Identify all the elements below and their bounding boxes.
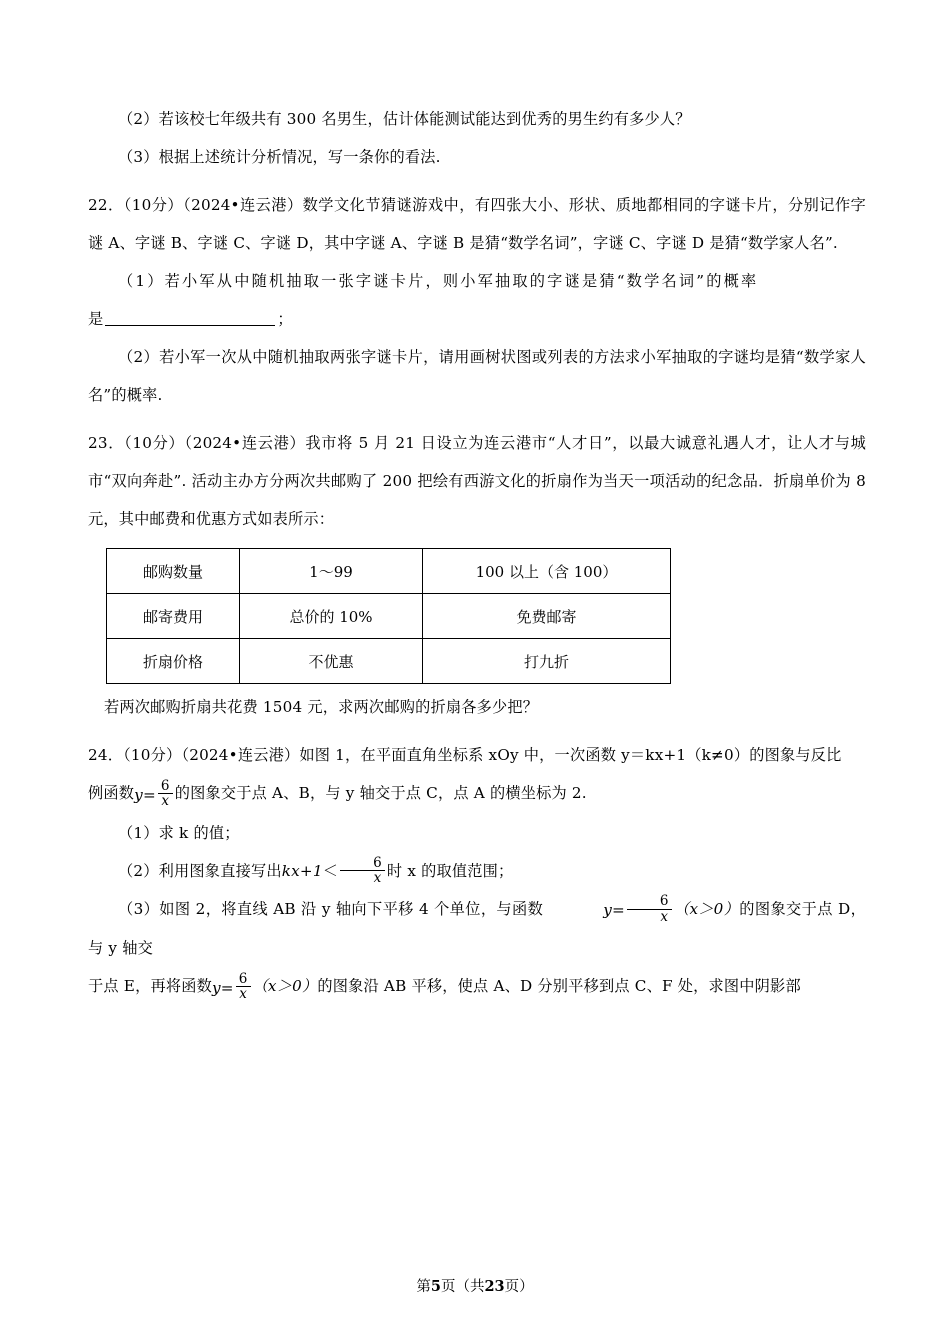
fraction-6-over-x-3 [627, 894, 672, 923]
page-content [88, 100, 866, 1007]
cell-r0c1: 1～99 [240, 549, 423, 594]
q22-number: 22 [88, 196, 108, 214]
q24-part3-text-c: 于点 E，再将函数 [88, 977, 213, 995]
q24-part2 [88, 852, 866, 890]
table-row [107, 594, 671, 639]
q24-part2-text-b: 时 x 的取值范围； [386, 861, 514, 880]
q24-stem [88, 736, 866, 774]
q24-part3-y: y= [603, 901, 625, 919]
table-row [107, 549, 671, 594]
q24-stem-text-b3: 的图象交于点 A、B，与 y 轴交于点 C，点 A 的横坐标为 2. [174, 784, 587, 802]
footer-total-pages: 23 [484, 1278, 505, 1295]
q22-part1-blank-line [88, 300, 866, 338]
inverse-function-expression [134, 775, 175, 814]
cell-r1c2: 免费邮寄 [423, 594, 671, 639]
pricing-table [106, 548, 671, 684]
q22-part1-text-a: （1）若小军从中随机抽取一张字谜卡片，则小军抽取的字谜是猜“数学名词”的概率 [118, 272, 759, 290]
fraction-numerator: 6 [340, 856, 385, 871]
q24-part2-lt: ＜ [322, 861, 339, 880]
page-footer [0, 1275, 950, 1296]
q24-stem-text-b1: 例函数 [88, 784, 135, 802]
cell-r0c0: 邮购数量 [107, 549, 240, 594]
q24-part3-line2 [88, 967, 866, 1007]
q21-part3-text: （3）根据上述统计分析情况，写一条你的看法. [118, 148, 441, 166]
q23-dot: ． [107, 434, 125, 452]
fraction-6-over-x [158, 779, 173, 808]
q24-part3-text-d: 的图象沿 AB 平移，使点 A、D 分别平移到点 C、F 处，求图中阴影部 [317, 977, 801, 995]
cell-r0c2: 100 以上（含 100） [423, 549, 671, 594]
q22-stem-text: 数学文化节猜谜游戏中，有四张大小、形状、质地都相同的字谜卡片，分别记作字谜 A、字谜 B、字谜 C、字谜 D，其中字谜 A、字谜 B 是猜“数学名词”，字谜 C、字谜 D 是猜“数学家人名”. [88, 196, 867, 252]
q22-source: （2024•连云港） [183, 196, 303, 214]
q24-part3-line1 [88, 890, 866, 968]
q21-part2-text: （2）若该校七年级共有 300 名男生，估计体能测试能达到优秀的男生约有多少人？ [118, 110, 691, 128]
fraction-numerator: 6 [236, 972, 251, 987]
q24-stem-line2 [88, 774, 866, 814]
q23-question: 若两次邮购折扇共花费 1504 元，求两次邮购的折扇各多少把？ [104, 698, 539, 716]
q22-stem [88, 186, 866, 262]
cell-r1c1: 总价的 10% [240, 594, 423, 639]
q24-part2-text-a: （2）利用图象直接写出 [118, 861, 282, 880]
fraction-denominator: x [373, 870, 382, 886]
fraction-6-over-x-2 [340, 856, 385, 885]
q22-dot: ． [107, 196, 124, 214]
footer-page-number: 5 [430, 1278, 441, 1295]
q24-part3-cond: （x＞0） [673, 899, 740, 918]
inverse-function-expression-3 [212, 968, 253, 1007]
q24-part3-y2: y= [212, 978, 234, 997]
fraction-numerator: 6 [627, 894, 672, 909]
q23-stem-text: 我市将 5 月 21 日设立为连云港市“人才日”，以最大诚意礼遇人才，让人才与城市“双向奔赴”. 活动主办方分两次共邮购了 200 把绘有西游文化的折扇作为当天一项活动的纪念品．折扇单价为 8 元，其中邮费和优惠方式如表所示： [88, 434, 867, 528]
cell-r2c2: 打九折 [423, 639, 671, 684]
question-23 [88, 424, 866, 726]
cell-r1c0: 邮寄费用 [107, 594, 240, 639]
table-row [107, 639, 671, 684]
q23-number: 23 [88, 434, 108, 452]
fraction-denominator: x [161, 793, 170, 809]
q24-number: 24 [88, 746, 108, 764]
q24-part1: （1）求 k 的值； [118, 823, 240, 842]
q23-score: （10分） [124, 434, 185, 452]
q23-source: （2024•连云港） [184, 434, 306, 452]
q22-score: （10分） [123, 196, 184, 214]
fraction-6-over-x-4 [236, 972, 251, 1001]
cell-r2c1: 不优惠 [240, 639, 423, 684]
q24-part2-kx: kx+1 [281, 861, 323, 880]
q24-part3-text-b: 的图象交于点 D，与 y 轴交 [88, 899, 867, 957]
cell-r2c0: 折扇价格 [107, 639, 240, 684]
q24-part3-text-a: （3）如图 2，将直线 AB 沿 y 轴向下平移 4 个单位，与函数 [118, 899, 544, 918]
q22-part1 [88, 262, 866, 300]
q23-stem [88, 424, 866, 538]
q24-dot: ． [107, 746, 124, 764]
q22-part1-text-b: 是 [88, 310, 104, 328]
q22-part1-text-c: ； [277, 310, 293, 328]
q24-y-equals: y= [134, 785, 156, 804]
q22-part2: （2）若小军一次从中随机抽取两张字谜卡片，请用画树状图或列表的方法求小军抽取的字谜均是猜“数学家人名”的概率. [88, 348, 866, 404]
q24-part3-cond2: （x＞0） [252, 977, 318, 995]
q24-stem-text-a: 如图 1，在平面直角坐标系 xOy 中，一次函数 y＝kx+1（k≠0）的图象与反比 [299, 746, 842, 764]
q24-source: （2024•连云港） [181, 746, 300, 764]
footer-prefix: 第 [416, 1279, 431, 1295]
question-24 [88, 736, 866, 1007]
question-22 [88, 186, 866, 414]
inverse-function-expression-2 [543, 890, 674, 929]
q24-score: （10分） [123, 746, 182, 764]
fraction-denominator: x [239, 986, 248, 1002]
footer-middle: 页（共 [440, 1279, 485, 1295]
fraction-numerator: 6 [158, 779, 173, 794]
fraction-denominator: x [660, 908, 669, 925]
footer-suffix: 页） [504, 1279, 534, 1295]
answer-blank[interactable] [105, 311, 275, 326]
